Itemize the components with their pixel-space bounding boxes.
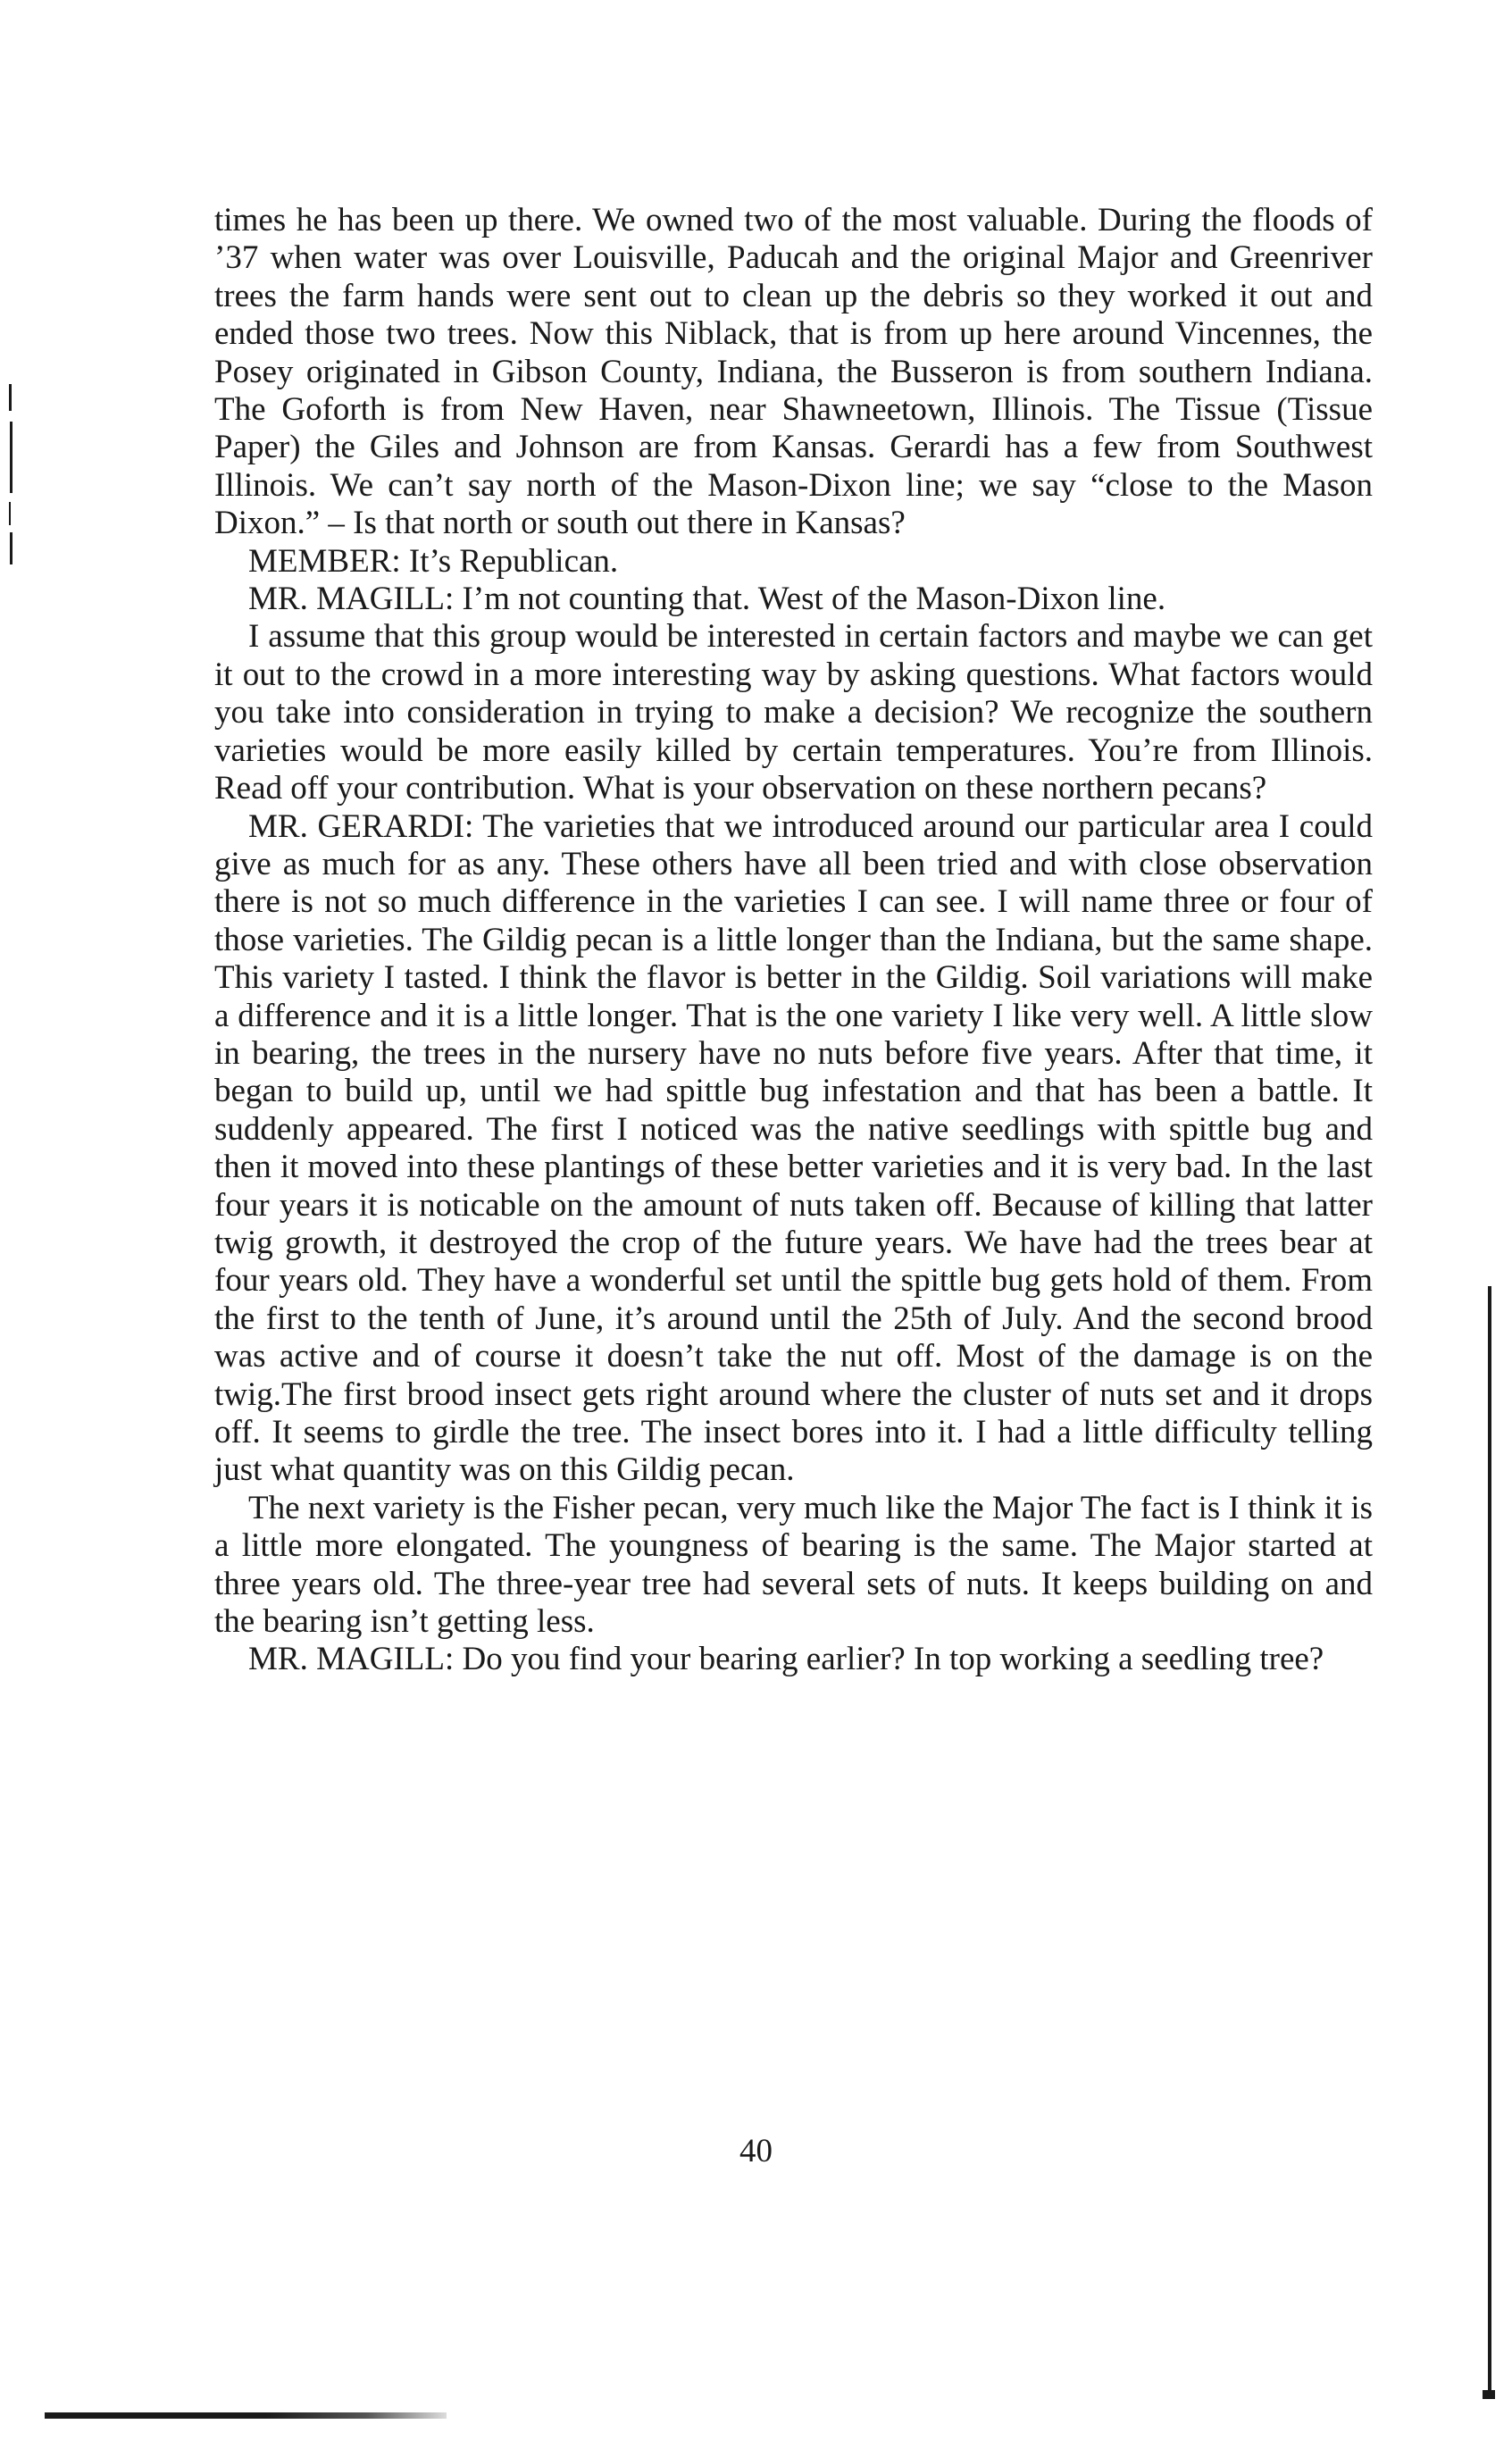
paragraph-magill-followup: MR. MAGILL: Do you find your bearing earlier? In top working a seedling tree? xyxy=(248,1641,1324,1678)
paragraph-member-reply: MEMBER: It’s Republican. xyxy=(248,542,619,580)
paragraph-continued: times he has been up there. We owned two of the most valuable. During the floods of ’37 when water was over Louisville, Paducah and the original Major and Greenriver trees the farm hands were sent out to clean up the debris so they worked it out and ended those two trees. Now this Niblack, that is from up here around Vincennes, the Posey originated in Gibson County, Indiana, the Busseron is from southern Indiana. The Goforth is from New Haven, near Shawneetown, Illinois. The Tissue (Tissue Paper) the Giles and Johnson are from Kansas. Gerardi has a few from Southwest Illinois. We can’t say north of the Mason-Dixon line; we say “close to the Mason Dixon.” – Is that north or south out there in Kansas? xyxy=(214,202,1373,542)
paragraph-fisher-pecan: The next variety is the Fisher pecan, very much like the Major The fact is I think it is a little more elongated. The youngness of bearing is the same. The Major started at three years old. The three-year tree had several sets of nuts. It keeps building on and the bearing isn’t getting less. xyxy=(214,1489,1373,1641)
scan-edge-line xyxy=(1488,1286,1491,2398)
paragraph-magill-question: I assume that this group would be interested in certain factors and maybe we can get it out to the crowd in a more interesting way by asking questions. What factors would you take into consideration in trying to make a decision? We recognize the southern varieties would be more easily killed by certain temperatures. You’re from Illinois. Read off your contribution. What is your observation on these northern pecans? xyxy=(214,618,1373,807)
scan-margin-mark xyxy=(9,384,12,411)
scan-bottom-rule xyxy=(45,2412,447,2419)
page-number: 40 xyxy=(739,2133,773,2169)
paragraph-magill-remark: MR. MAGILL: I’m not counting that. West of the Mason-Dixon line. xyxy=(248,581,1166,618)
scan-edge-mark xyxy=(1483,2390,1495,2399)
scan-margin-mark xyxy=(10,532,13,564)
paragraph-gerardi-answer: MR. GERARDI: The varieties that we introduced around our particular area I could give as much for as any. These others have all been tried and with close observation there is not so much difference in the varieties I can see. I will name three or four of those varieties. The Gildig pecan is a little longer than the Indiana, but the same shape. This variety I tasted. I think the flavor is better in the Gildig. Soil variations will make a difference and it is a little longer. That is the one variety I like very well. A little slow in bearing, the trees in the nursery have no nuts before five years. After that time, it began to build up, until we had spittle bug infestation and that has been a battle. It suddenly appeared. The first I noticed was the native seedlings with spittle bug and then it moved into these plantings of these better varieties and it is very bad. In the last four years it is noticable on the amount of nuts taken off. Because of killing that latter twig growth, it destroyed the crop of the future years. We have had the trees bear at four years old. They have a wonderful set until the spittle bug gets hold of them. From the first to the tenth of June, it’s around until the 25th of July. And the second brood was active and of course it doesn’t take the nut off. Most of the damage is on the twig.The first brood insect gets right around where the cluster of nuts set and it drops off. It seems to girdle the tree. The insect bores into it. I had a little difficulty telling just what quantity was on this Gildig pecan. xyxy=(214,807,1373,1489)
body-text xyxy=(214,202,1373,1679)
scan-margin-mark xyxy=(10,422,13,493)
scan-margin-mark xyxy=(9,502,11,525)
